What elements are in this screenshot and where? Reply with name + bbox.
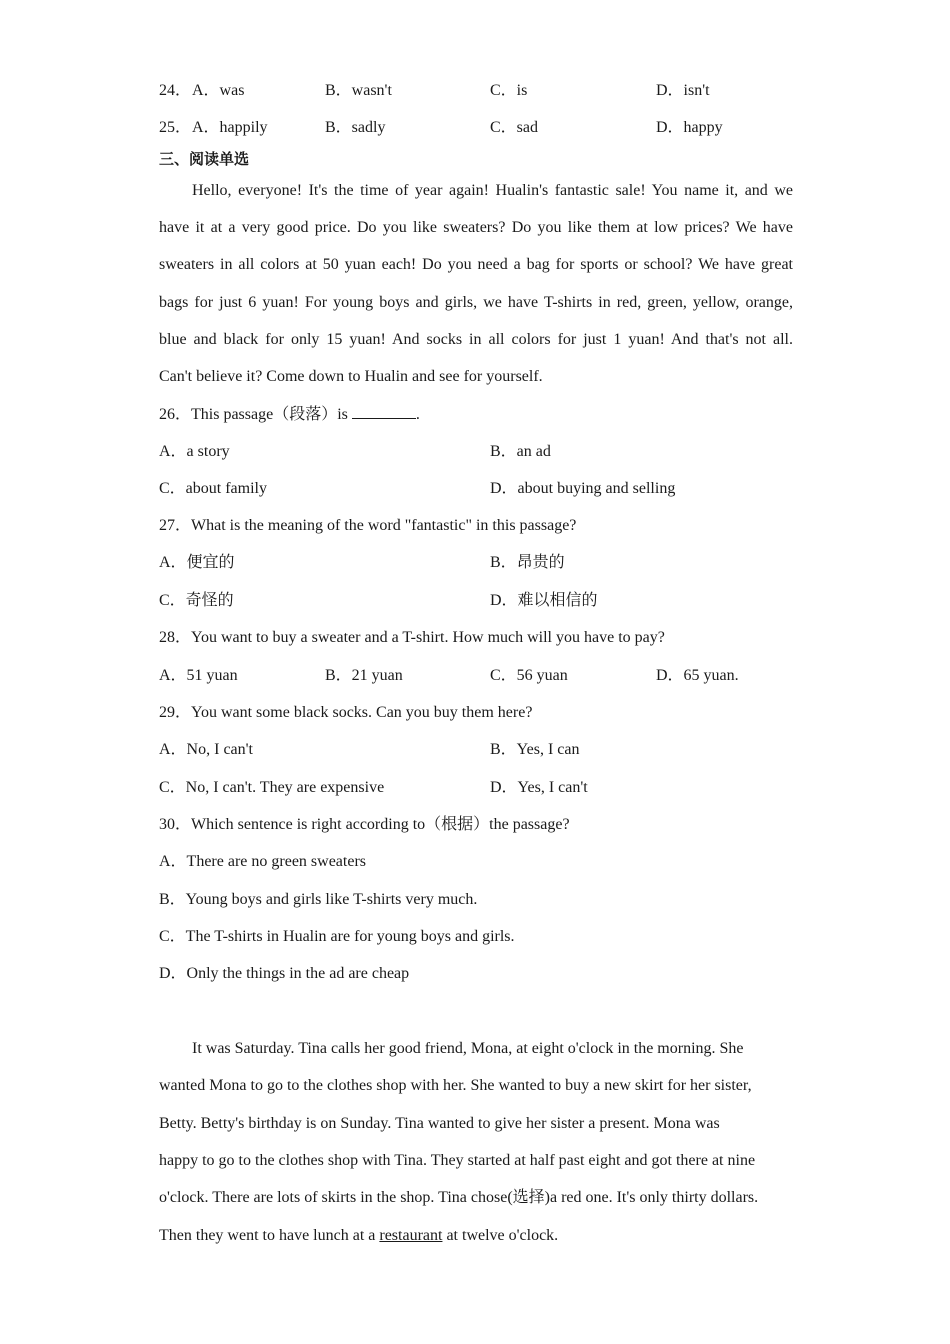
passage-1-line: Hello, everyone! It's the time of year again! Hualin's fantastic sale! You name it, and we	[192, 182, 793, 199]
q24-number: 24．	[159, 82, 192, 99]
q29-option-a: A．No, I can't	[159, 741, 253, 758]
q27-option-c: C．奇怪的	[159, 592, 234, 609]
passage-2-text: at twelve o'clock.	[442, 1227, 559, 1244]
q28-option-c: C．56 yuan	[490, 667, 568, 684]
q27-option-a: A．便宜的	[159, 554, 235, 571]
q28-option-b: B．21 yuan	[325, 667, 403, 684]
passage-2-line: It was Saturday. Tina calls her good friend, Mona, at eight o'clock in the morning. She	[192, 1040, 744, 1057]
q29-option-c: C．No, I can't. They are expensive	[159, 779, 385, 796]
passage-1-line: bags for just 6 yuan! For young boys and girls, we have T-shirts in red, green, yellow, orange,	[159, 294, 793, 311]
q29-stem: 29．You want some black socks. Can you buy them here?	[159, 704, 533, 721]
q24-option-a: A．was	[192, 82, 245, 99]
passage-2-line: o'clock. There are lots of skirts in the shop. Tina chose(选择)a red one. It's only thirty dollars.	[159, 1189, 759, 1206]
q28-option-a: A．51 yuan	[159, 667, 238, 684]
answer-blank	[352, 404, 416, 419]
q25-option-b: B．sadly	[325, 119, 386, 136]
q26-stem	[159, 404, 420, 425]
q24-option-d: D．isn't	[656, 82, 710, 99]
q28-option-d: D．65 yuan.	[656, 667, 739, 684]
q30-option-a: A．There are no green sweaters	[159, 853, 367, 870]
q28-stem: 28．You want to buy a sweater and a T-shirt. How much will you have to pay?	[159, 629, 665, 646]
q29-option-d: D．Yes, I can't	[490, 779, 588, 796]
passage-2-line: Betty. Betty's birthday is on Sunday. Tina wanted to give her sister a present. Mona was	[159, 1115, 720, 1132]
q27-stem: 27．What is the meaning of the word "fantastic" in this passage?	[159, 517, 577, 534]
q30-option-d: D．Only the things in the ad are cheap	[159, 965, 410, 982]
passage-1-line: have it at a very good price. Do you like sweaters? Do you like them at low prices? We have	[159, 219, 793, 236]
q26-option-c: C．about family	[159, 480, 267, 497]
q25-option-c: C．sad	[490, 119, 539, 136]
passage-2-text: Then they went to have lunch at a	[159, 1227, 380, 1244]
underlined-word: restaurant	[379, 1227, 443, 1244]
q26-option-a: A．a story	[159, 443, 230, 460]
q25-option-a: A．happily	[192, 119, 268, 136]
passage-2-line: happy to go to the clothes shop with Tina. They started at half past eight and got there at nine	[159, 1152, 756, 1169]
q27-option-b: B．昂贵的	[490, 554, 565, 571]
q26-stem-end: .	[415, 406, 420, 423]
q24-option-c: C．is	[490, 82, 528, 99]
q25-number: 25．	[159, 119, 192, 136]
q26-option-d: D．about buying and selling	[490, 480, 676, 497]
q30-stem: 30．Which sentence is right according to（根据）the passage?	[159, 816, 570, 833]
section-title: 三、阅读单选	[159, 150, 250, 168]
q27-option-d: D．难以相信的	[490, 592, 598, 609]
passage-1-line: blue and black for only 15 yuan! And socks in all colors for just 1 yuan! And that's not all.	[159, 331, 793, 348]
passage-1-line: Can't believe it? Come down to Hualin and see for yourself.	[159, 368, 543, 385]
q30-option-c: C．The T-shirts in Hualin are for young boys and girls.	[159, 928, 515, 945]
passage-2-line	[159, 1226, 558, 1246]
q26-option-b: B．an ad	[490, 443, 551, 460]
passage-2-line: wanted Mona to go to the clothes shop with her. She wanted to buy a new skirt for her sister,	[159, 1077, 752, 1094]
q24-option-b: B．wasn't	[325, 82, 392, 99]
q25-option-d: D．happy	[656, 119, 723, 136]
q29-option-b: B．Yes, I can	[490, 741, 580, 758]
passage-1-line: sweaters in all colors at 50 yuan each! Do you need a bag for sports or school? We have great	[159, 256, 793, 273]
q30-option-b: B．Young boys and girls like T-shirts very much.	[159, 891, 478, 908]
q26-stem-text: 26．This passage（段落）is	[159, 406, 352, 423]
